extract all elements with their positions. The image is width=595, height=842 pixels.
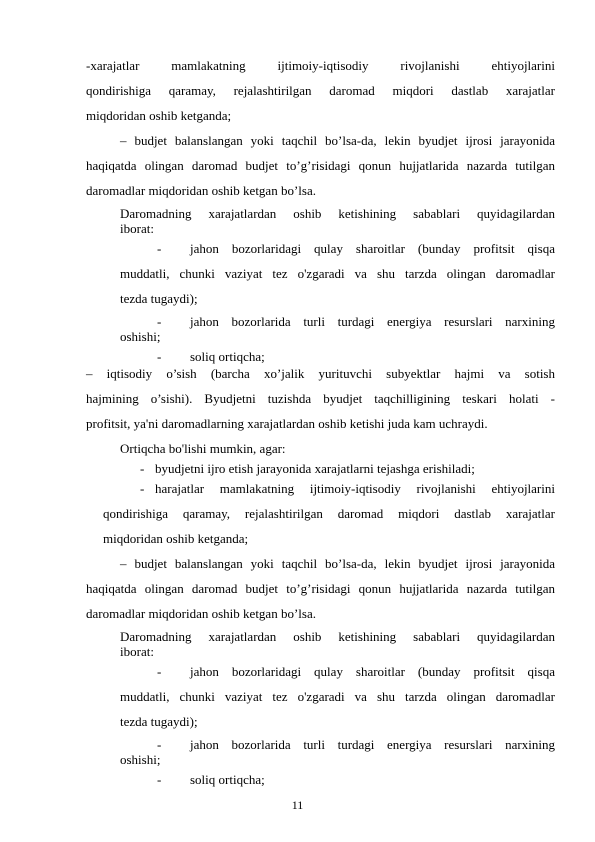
text-line: oshishi; — [120, 329, 161, 344]
text-line: iborat: — [120, 644, 154, 659]
text-line: jahon bozorlarida turli turdagi energiya resurslari narxining — [190, 737, 555, 752]
list-bullet: - — [140, 481, 145, 496]
list-bullet: - — [140, 461, 145, 476]
text-line: haqiqatda olingan daromad budjet to’g’risidagi qonun hujjatlarida nazarda tutilgan — [86, 581, 555, 596]
text-line: jahon bozorlaridagi qulay sharoitlar (bunday profitsit qisqa — [190, 664, 555, 679]
list-bullet: - — [157, 737, 162, 752]
text-line: daromadlar miqdoridan oshib ketgan bo’lsa. — [86, 606, 316, 621]
text-line: haqiqatda olingan daromad budjet to’g’risidagi qonun hujjatlarida nazarda tutilgan — [86, 158, 555, 173]
text-line: – budjet balanslangan yoki taqchil bo’lsa-da, lekin byudjet ijrosi jarayonida — [120, 133, 555, 148]
text-line: hajmining o’sishi). Byudjetni tuzishda byudjet taqchilligining teskari holati - — [86, 391, 555, 406]
list-bullet: - — [157, 664, 162, 679]
text-line: iborat: — [120, 221, 154, 236]
text-line: tezda tugaydi); — [120, 714, 198, 729]
text-line: byudjetni ijro etish jarayonida xarajatlarni tejashga erishiladi; — [155, 461, 475, 476]
text-line: jahon bozorlarida turli turdagi energiya resurslari narxining — [190, 314, 555, 329]
text-line: profitsit, ya'ni daromadlarning xarajatlardan oshib ketishi juda kam uchraydi. — [86, 416, 488, 431]
list-bullet: - — [157, 349, 162, 364]
text-line: daromadlar miqdoridan oshib ketgan bo’lsa. — [86, 183, 316, 198]
page-number: 11 — [291, 798, 304, 812]
text-line: soliq ortiqcha; — [190, 772, 265, 787]
text-line: – iqtisodiy o’sish (barcha xo’jalik yurituvchi subyektlar hajmi va sotish — [86, 366, 555, 381]
text-line: miqdoridan oshib ketganda; — [86, 108, 232, 123]
text-line: tezda tugaydi); — [120, 291, 198, 306]
text-line: Ortiqcha bo'lishi mumkin, agar: — [120, 441, 286, 456]
text-line: muddatli, chunki vaziyat tez o'zgaradi va shu tarzda olingan daromadlar — [120, 266, 555, 281]
list-bullet: - — [157, 314, 162, 329]
text-line: jahon bozorlaridagi qulay sharoitlar (bunday profitsit qisqa — [190, 241, 555, 256]
text-line: Daromadning xarajatlardan oshib ketishining sabablari quyidagilardan — [120, 629, 555, 644]
text-line: harajatlar mamlakatning ijtimoiy-iqtisodiy rivojlanishi ehtiyojlarini — [155, 481, 555, 496]
text-line: – budjet balanslangan yoki taqchil bo’lsa-da, lekin byudjet ijrosi jarayonida — [120, 556, 555, 571]
text-line: Daromadning xarajatlardan oshib ketishining sabablari quyidagilardan — [120, 206, 555, 221]
text-line: soliq ortiqcha; — [190, 349, 265, 364]
text-line: qondirishiga qaramay, rejalashtirilgan daromad miqdori dastlab xarajatlar — [86, 83, 555, 98]
list-bullet: - — [157, 241, 162, 256]
text-line: oshishi; — [120, 752, 161, 767]
list-bullet: - — [157, 772, 162, 787]
text-line: miqdoridan oshib ketganda; — [103, 531, 249, 546]
text-line: qondirishiga qaramay, rejalashtirilgan daromad miqdori dastlab xarajatlar — [103, 506, 555, 521]
text-line: muddatli, chunki vaziyat tez o'zgaradi va shu tarzda olingan daromadlar — [120, 689, 555, 704]
text-line: -xarajatlar mamlakatning ijtimoiy-iqtisodiy rivojlanishi ehtiyojlarini — [86, 58, 555, 73]
